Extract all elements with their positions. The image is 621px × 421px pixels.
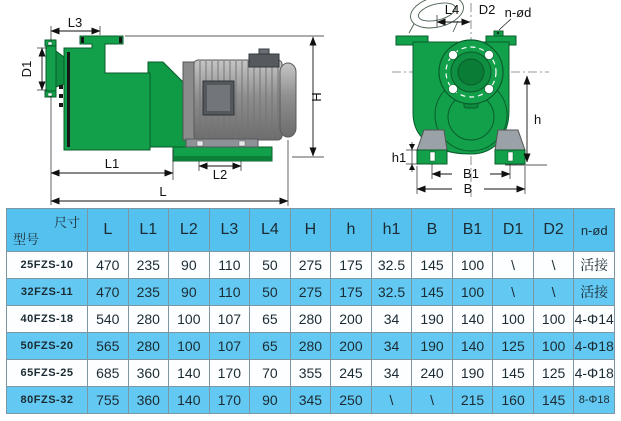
- value-cell: 100: [493, 306, 534, 333]
- value-cell: \: [533, 279, 574, 306]
- value-cell: \: [412, 387, 453, 414]
- foot-bolt: [197, 141, 203, 146]
- foot-slot: [508, 152, 513, 161]
- value-cell: 170: [209, 387, 250, 414]
- motor: [183, 49, 296, 147]
- value-cell: 250: [331, 387, 372, 414]
- model-cell: 50FZS-20: [7, 333, 88, 360]
- flange-bolt: [119, 37, 122, 43]
- value-cell: 145: [412, 252, 453, 279]
- value-cell: \: [493, 279, 534, 306]
- motor-rear-cap: [280, 63, 296, 137]
- flange-bolt: [81, 37, 84, 43]
- value-cell: \: [533, 252, 574, 279]
- value-cell: 4-Φ18: [574, 360, 615, 387]
- value-cell: 70: [250, 360, 291, 387]
- value-cell: 190: [452, 360, 493, 387]
- dim-label-h1: h1: [391, 150, 407, 165]
- column-header-5: L4: [250, 209, 291, 252]
- value-cell: 90: [169, 252, 210, 279]
- value-cell: 755: [88, 387, 129, 414]
- value-cell: 235: [128, 252, 169, 279]
- value-cell: 90: [169, 279, 210, 306]
- column-header-13: n-ød: [574, 209, 615, 252]
- spec-row-32FZS-11: [7, 279, 615, 306]
- dim-label-D1: D1: [19, 60, 34, 78]
- spec-row-50FZS-20: [7, 333, 615, 360]
- value-cell: 110: [209, 252, 250, 279]
- value-cell: 4-Φ14: [574, 306, 615, 333]
- value-cell: 100: [169, 333, 210, 360]
- corner-label-size: 尺寸: [53, 215, 80, 230]
- value-cell: 280: [128, 306, 169, 333]
- value-cell: 175: [331, 252, 372, 279]
- column-header-6: H: [290, 209, 331, 252]
- lug-slot: [48, 93, 52, 96]
- h1-arrow-top: [409, 144, 415, 150]
- nameplate: [207, 85, 230, 111]
- dim-label-H: H: [309, 92, 324, 102]
- column-header-1: L: [88, 209, 129, 252]
- model-cell: 80FZS-32: [7, 387, 88, 414]
- dim-label-L3: L3: [67, 15, 83, 30]
- column-header-7: h: [331, 209, 372, 252]
- dim-label-L2: L2: [212, 167, 228, 182]
- lug-slot: [48, 42, 52, 45]
- dim-label-n-phi-d: n-ød: [504, 5, 532, 20]
- value-cell: 活接: [574, 252, 615, 279]
- value-cell: 107: [209, 333, 250, 360]
- value-cell: 360: [128, 360, 169, 387]
- value-cell: 685: [88, 360, 129, 387]
- value-cell: 100: [169, 306, 210, 333]
- value-cell: 100: [452, 252, 493, 279]
- value-cell: 190: [412, 306, 453, 333]
- value-cell: 215: [452, 387, 493, 414]
- spec-row-25FZS-10: [7, 252, 615, 279]
- column-header-4: L3: [209, 209, 250, 252]
- value-cell: 125: [533, 360, 574, 387]
- spec-row-65FZS-25: [7, 360, 615, 387]
- value-cell: 34: [371, 333, 412, 360]
- corner-label-model: 型号: [13, 232, 40, 247]
- bolt-dot: [59, 85, 63, 89]
- value-cell: 160: [493, 387, 534, 414]
- value-cell: 280: [128, 333, 169, 360]
- spec-table: [6, 208, 615, 414]
- value-cell: 125: [493, 333, 534, 360]
- dim-label-D2: D2: [478, 2, 496, 17]
- column-header-9: B: [412, 209, 453, 252]
- h1-arrow-bottom: [409, 164, 415, 170]
- value-cell: 8-Φ18: [574, 387, 615, 414]
- value-cell: 345: [290, 387, 331, 414]
- dim-label-B1: B1: [463, 166, 479, 181]
- value-cell: 470: [88, 252, 129, 279]
- value-cell: 275: [290, 252, 331, 279]
- value-cell: 140: [452, 333, 493, 360]
- value-cell: 65: [250, 306, 291, 333]
- cover-gap: [67, 52, 70, 147]
- dim-label-B: B: [463, 181, 473, 196]
- dim-label-h: h: [534, 112, 542, 127]
- value-cell: \: [371, 387, 412, 414]
- value-cell: 65: [250, 333, 291, 360]
- value-cell: 200: [331, 306, 372, 333]
- value-cell: 110: [209, 279, 250, 306]
- model-cell: 65FZS-25: [7, 360, 88, 387]
- side-view: [19, 15, 324, 206]
- value-cell: 140: [452, 306, 493, 333]
- suction-cone: [56, 51, 64, 87]
- front-view: [392, 0, 549, 197]
- foot-slot: [430, 152, 435, 161]
- motor-end-bell: [183, 62, 195, 140]
- value-cell: 32.5: [371, 252, 412, 279]
- value-cell: 540: [88, 306, 129, 333]
- bolt-dot: [59, 94, 63, 98]
- baseplate-shadow: [174, 156, 271, 160]
- model-cell: 32FZS-11: [7, 279, 88, 306]
- value-cell: 470: [88, 279, 129, 306]
- junction-box: [249, 54, 279, 67]
- value-cell: 34: [371, 360, 412, 387]
- value-cell: 100: [452, 279, 493, 306]
- corner-cell: [7, 209, 88, 252]
- value-cell: 190: [412, 333, 453, 360]
- suction-flange: [46, 45, 56, 92]
- value-cell: 360: [128, 387, 169, 414]
- value-cell: 145: [493, 360, 534, 387]
- small-hole: [497, 32, 500, 35]
- column-header-10: B1: [452, 209, 493, 252]
- spec-row-80FZS-32: [7, 387, 615, 414]
- value-cell: 107: [209, 306, 250, 333]
- dim-label-L4: L4: [444, 2, 460, 17]
- column-header-12: D2: [533, 209, 574, 252]
- foot-gusset-right: [495, 130, 525, 150]
- bolt-dot: [59, 103, 63, 107]
- value-cell: 4-Φ18: [574, 333, 615, 360]
- value-cell: 140: [169, 360, 210, 387]
- column-header-11: D1: [493, 209, 534, 252]
- value-cell: 175: [331, 279, 372, 306]
- value-cell: 235: [128, 279, 169, 306]
- value-cell: 200: [331, 333, 372, 360]
- column-header-8: h1: [371, 209, 412, 252]
- spec-row-40FZS-18: [7, 306, 615, 333]
- value-cell: 活接: [574, 279, 615, 306]
- value-cell: 355: [290, 360, 331, 387]
- value-cell: 34: [371, 306, 412, 333]
- value-cell: 90: [250, 387, 291, 414]
- value-cell: 32.5: [371, 279, 412, 306]
- value-cell: 50: [250, 279, 291, 306]
- value-cell: 145: [533, 387, 574, 414]
- spec-table-body: [7, 252, 615, 414]
- spec-header-row: [7, 209, 615, 252]
- value-cell: 170: [209, 360, 250, 387]
- value-cell: 100: [533, 306, 574, 333]
- pump-body: [64, 36, 150, 150]
- model-cell: 25FZS-10: [7, 252, 88, 279]
- model-cell: 40FZS-18: [7, 306, 88, 333]
- value-cell: 50: [250, 252, 291, 279]
- dim-label-L: L: [159, 184, 167, 199]
- foot-bolt: [239, 141, 245, 146]
- value-cell: 280: [290, 306, 331, 333]
- value-cell: \: [493, 252, 534, 279]
- value-cell: 140: [169, 387, 210, 414]
- dim-label-L1: L1: [104, 156, 120, 171]
- value-cell: 245: [331, 360, 372, 387]
- value-cell: 565: [88, 333, 129, 360]
- value-cell: 100: [533, 333, 574, 360]
- column-header-3: L2: [169, 209, 210, 252]
- flange-bore: [458, 59, 484, 85]
- value-cell: 145: [412, 279, 453, 306]
- value-cell: 240: [412, 360, 453, 387]
- value-cell: 275: [290, 279, 331, 306]
- value-cell: 280: [290, 333, 331, 360]
- column-header-2: L1: [128, 209, 169, 252]
